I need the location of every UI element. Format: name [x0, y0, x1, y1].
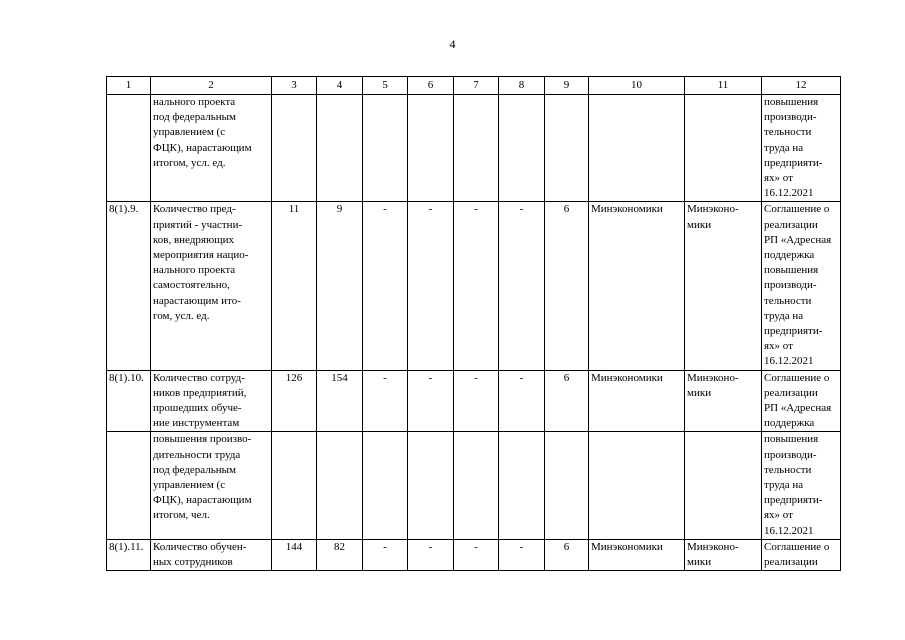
- indicator-name: [151, 202, 272, 370]
- basis-document: [762, 539, 841, 570]
- header-cell-10: 10: [589, 77, 685, 95]
- basis-line: Соглашение о: [764, 540, 830, 553]
- value-col8: [499, 432, 545, 539]
- header-cell-8: 8: [499, 77, 545, 95]
- basis-line: повышения: [764, 96, 819, 108]
- basis-line: труда на: [764, 309, 804, 322]
- executor-line: мики: [687, 218, 712, 231]
- basis-document: [762, 95, 841, 202]
- executor-line: Минэконо-: [687, 540, 739, 553]
- executor-line: Минэконо-: [687, 203, 739, 216]
- value-col6: -: [408, 202, 454, 370]
- basis-line: РП «Адресная: [764, 233, 832, 246]
- value-col7: [454, 95, 499, 202]
- basis-line: реализации: [764, 218, 818, 231]
- basis-line: 16.12.2021: [764, 187, 814, 200]
- value-col5: -: [363, 202, 408, 370]
- table-row: [107, 95, 841, 202]
- basis-line: производи-: [764, 279, 817, 292]
- header-cell-5: 5: [363, 77, 408, 95]
- indicator-name-line: нального проекта: [153, 96, 236, 108]
- indicator-name-line: ФЦК), нарастающим: [153, 494, 252, 507]
- header-cell-7: 7: [454, 77, 499, 95]
- basis-line: РП «Адресная: [764, 402, 832, 415]
- indicator-name-line: управлением (с: [153, 479, 226, 492]
- header-cell-2: 2: [151, 77, 272, 95]
- value-col7: -: [454, 370, 499, 432]
- value-col3: [272, 95, 317, 202]
- indicator-name: [151, 539, 272, 570]
- basis-line: 16.12.2021: [764, 355, 814, 368]
- responsible-ministry: Минэкономики: [589, 202, 685, 370]
- basis-line: Соглашение о: [764, 203, 830, 216]
- basis-line: ях» от: [764, 509, 793, 522]
- value-col3: 11: [272, 202, 317, 370]
- executor: [685, 370, 762, 432]
- value-col3: [272, 432, 317, 539]
- header-cell-4: 4: [317, 77, 363, 95]
- header-cell-12: 12: [762, 77, 841, 95]
- value-col5: -: [363, 539, 408, 570]
- row-code: [107, 432, 151, 539]
- indicator-name-line: Количество пред-: [153, 203, 236, 216]
- row-code: [107, 95, 151, 202]
- row-code: 8(1).11.: [107, 539, 151, 570]
- basis-document: [762, 432, 841, 539]
- indicator-name-line: под федеральным: [153, 111, 236, 124]
- indicator-name-line: повышения произво-: [153, 433, 252, 446]
- basis-line: повышения: [764, 264, 819, 277]
- responsible-ministry: Минэкономики: [589, 539, 685, 570]
- value-col5: -: [363, 370, 408, 432]
- indicator-name: [151, 95, 272, 202]
- row-code: 8(1).9.: [107, 202, 151, 370]
- value-col3: 126: [272, 370, 317, 432]
- value-col7: -: [454, 539, 499, 570]
- table-row: [107, 370, 841, 432]
- basis-line: Соглашение о: [764, 371, 830, 384]
- row-code: 8(1).10.: [107, 370, 151, 432]
- basis-line: 16.12.2021: [764, 524, 814, 537]
- basis-line: ях» от: [764, 340, 793, 353]
- basis-line: реализации: [764, 556, 818, 569]
- indicator-name-line: мероприятия нацио-: [153, 249, 249, 262]
- value-col6: [408, 432, 454, 539]
- indicator-name-line: ФЦК), нарастающим: [153, 141, 252, 154]
- indicator-name-line: дительности труда: [153, 448, 241, 461]
- executor: [685, 202, 762, 370]
- basis-line: реализации: [764, 386, 818, 399]
- value-col4: 9: [317, 202, 363, 370]
- basis-line: предприяти-: [764, 494, 823, 507]
- value-col9: 6: [545, 202, 589, 370]
- indicator-name-line: итогом, усл. ед.: [153, 156, 226, 169]
- table-row: [107, 539, 841, 570]
- value-col4: 82: [317, 539, 363, 570]
- value-col4: [317, 95, 363, 202]
- basis-line: предприяти-: [764, 156, 823, 169]
- indicator-name-line: нарастающим ито-: [153, 294, 241, 307]
- value-col4: 154: [317, 370, 363, 432]
- basis-line: предприяти-: [764, 325, 823, 338]
- value-col5: [363, 95, 408, 202]
- value-col6: -: [408, 539, 454, 570]
- indicators-table: [106, 76, 841, 571]
- table-row: [107, 202, 841, 370]
- basis-line: тельности: [764, 463, 812, 476]
- value-col7: [454, 432, 499, 539]
- value-col3: 144: [272, 539, 317, 570]
- basis-line: труда на: [764, 479, 804, 492]
- basis-line: труда на: [764, 141, 804, 154]
- indicator-name-line: ных сотрудников: [153, 556, 233, 569]
- executor: [685, 432, 762, 539]
- value-col6: -: [408, 370, 454, 432]
- indicator-name-line: приятий - участни-: [153, 218, 243, 231]
- indicator-name-line: под федеральным: [153, 463, 236, 476]
- executor-line: мики: [687, 386, 712, 399]
- indicator-name: [151, 370, 272, 432]
- value-col7: -: [454, 202, 499, 370]
- executor-line: Минэконо-: [687, 371, 739, 384]
- value-col9: 6: [545, 539, 589, 570]
- indicator-name-line: Количество обучен-: [153, 540, 247, 553]
- header-cell-6: 6: [408, 77, 454, 95]
- indicator-name-line: итогом, чел.: [153, 509, 210, 522]
- indicator-name-line: ников предприятий,: [153, 386, 247, 399]
- value-col8: -: [499, 539, 545, 570]
- header-cell-11: 11: [685, 77, 762, 95]
- value-col9: [545, 432, 589, 539]
- basis-line: поддержка: [764, 249, 815, 262]
- header-cell-3: 3: [272, 77, 317, 95]
- header-cell-1: 1: [107, 77, 151, 95]
- responsible-ministry: Минэкономики: [589, 370, 685, 432]
- basis-line: производи-: [764, 111, 817, 124]
- responsible-ministry: [589, 432, 685, 539]
- basis-line: тельности: [764, 126, 812, 139]
- value-col8: -: [499, 370, 545, 432]
- basis-line: производи-: [764, 448, 817, 461]
- table-row: [107, 432, 841, 539]
- executor: [685, 95, 762, 202]
- value-col9: [545, 95, 589, 202]
- indicator-name-line: самостоятельно,: [153, 279, 230, 292]
- indicator-name-line: прошедших обуче-: [153, 402, 242, 415]
- basis-document: [762, 202, 841, 370]
- value-col9: 6: [545, 370, 589, 432]
- executor-line: мики: [687, 556, 712, 569]
- basis-line: повышения: [764, 433, 819, 446]
- responsible-ministry: [589, 95, 685, 202]
- indicator-name-line: нального проекта: [153, 264, 236, 277]
- page-number: 4: [449, 37, 456, 51]
- executor: [685, 539, 762, 570]
- indicator-name-line: ние инструментам: [153, 417, 240, 430]
- basis-line: поддержка: [764, 417, 815, 430]
- indicator-name: [151, 432, 272, 539]
- value-col8: -: [499, 202, 545, 370]
- indicator-name-line: Количество сотруд-: [153, 371, 245, 384]
- value-col6: [408, 95, 454, 202]
- value-col5: [363, 432, 408, 539]
- indicator-name-line: управлением (с: [153, 126, 226, 139]
- header-cell-9: 9: [545, 77, 589, 95]
- indicator-name-line: ков, внедряющих: [153, 233, 235, 246]
- value-col8: [499, 95, 545, 202]
- indicator-name-line: гом, усл. ед.: [153, 309, 210, 322]
- value-col4: [317, 432, 363, 539]
- header-row: [107, 77, 841, 95]
- basis-line: ях» от: [764, 172, 793, 185]
- basis-line: тельности: [764, 294, 812, 307]
- basis-document: [762, 370, 841, 432]
